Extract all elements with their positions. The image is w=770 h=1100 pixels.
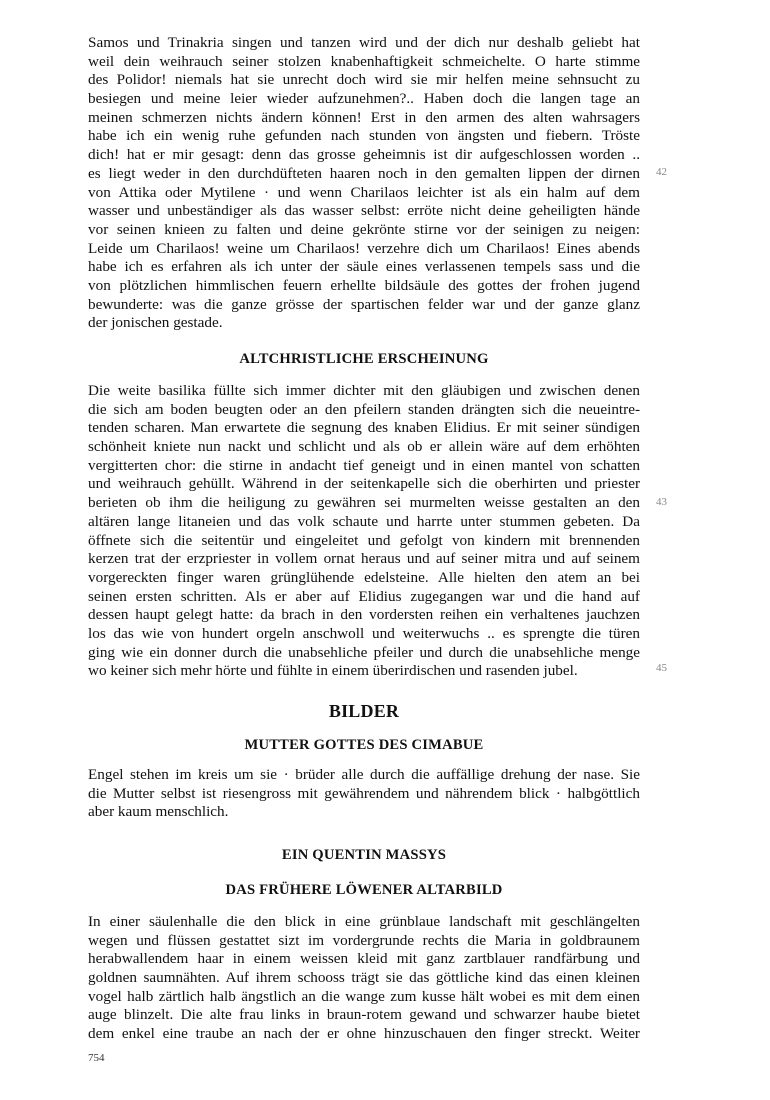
text-line: auge blinzelt. Die alte frau links in braun-rotem gewand und schwarzer haube bietet	[88, 1006, 640, 1024]
text-line: öffnete sich die seitentür und eingeleitet und gefolgt von kindern mit brennenden	[88, 531, 640, 549]
text-line: bewunderte: was die ganze grösse der spartischen felder war und der ganze glanz	[88, 295, 640, 313]
text-line: vogel halb zärtlich halb ängstlich an die wange zum kusse hält wobei es mit dem einen	[88, 987, 640, 1005]
text-line: kerzen trat der erzpriester in vollem ornat heraus und auf seiner mitra und auf seinem	[88, 550, 640, 568]
prose-block-1	[88, 34, 640, 333]
text-line: Samos und Trinakria singen und tanzen wird und der dich nur deshalb geliebt hat	[88, 34, 640, 51]
text-line: herabwallendem haar in einem weissen kleid mit ganz zartblauer randfärbung und	[88, 950, 640, 968]
section-heading-altchristliche: ALTCHRISTLICHE ERSCHEINUNG	[239, 351, 489, 367]
text-line: die Mutter selbst ist riesengross mit gewährendem und nährendem blick · halbgöttlich	[88, 784, 640, 802]
margin-line-number: 45	[656, 662, 667, 674]
text-line: von Attika oder Mytilene · und wenn Charilaos leichter ist als ein halm auf dem	[88, 183, 640, 201]
text-line: wasser und unbeständiger als das wasser selbst: erröte nicht deine geheiligten hände	[88, 202, 640, 220]
text-line: und weihrauch gehüllt. Während in der seitenkapelle sich die oberhirten und priester	[88, 475, 640, 493]
text-line: habe ich ein wenig ruhe gefunden nach stunden von ängsten und fiebern. Tröste	[88, 127, 640, 145]
text-line: habe ich es erfahren als ich unter der säule eines verlassenen tempels sass und die	[88, 258, 640, 276]
text-line: berieten ob ihm die heiligung zu gewähren sei murmelten weisse gestalten an den	[88, 494, 640, 512]
text-line: weil dein weihrauch seiner stolzen knabenhaftigkeit schmeichelte. O harte stimme	[88, 52, 640, 70]
text-line: ging wie ein donner durch die unabsehliche pfeiler und durch die unabsehliche menge	[88, 643, 640, 661]
text-line: von plötzlichen himmlischen feuern erhellte bildsäule des gottes der frohen jugend	[88, 276, 640, 294]
text-line: dich! hat er mir gesagt: denn das grosse geheimnis ist dir aufgeschlossen worden ..	[88, 146, 640, 164]
text-line: seinen ersten schritten. Als er aber auf Elidius zugegangen war und die hand auf	[88, 587, 640, 605]
text-line: In einer säulenhalle die den blick in eine grünblaue landschaft mit geschlängelten	[88, 913, 640, 930]
page-number: 754	[88, 1052, 105, 1064]
prose-block-3	[88, 766, 640, 822]
page-title-bilder: BILDER	[328, 701, 400, 721]
text-line: wo keiner sich mehr hörte und fühlte in einem überirdischen und rasenden jubel.	[88, 662, 578, 680]
text-line: vor seinen knieen zu falten und deine gekrönte stirne vor der seinigen zu neigen:	[88, 220, 640, 238]
margin-line-number: 43	[656, 496, 667, 508]
text-line: meinen schmerzen nichts ändern können! Erst in den armen des alten wahrsagers	[88, 108, 640, 126]
prose-block-2	[88, 382, 640, 681]
text-line: Leide um Charilaos! weine um Charilaos! verzehre dich um Charilaos! Eines abends	[88, 239, 640, 257]
text-line: vorgereckten finger waren grünglühende edelsteine. Alle hielten den atem an bei	[88, 568, 640, 586]
prose-block-4	[88, 913, 640, 1044]
text-line: los das wie von hundert orgeln anschwoll und weiterwuchs .. es sprengte die türen	[88, 624, 640, 642]
text-line: aber kaum menschlich.	[88, 803, 229, 821]
text-line: vergitterten chor: die stirne in andacht tief geneigt und in einen mantel von schatten	[88, 456, 640, 474]
text-line: es liegt weder in den durchdüfteten haaren noch in den gemalten lippen der dirnen	[88, 164, 640, 182]
text-line: des Polidor! niemals hat sie unrecht doch wird sie mir helfen meine sehnsucht zu	[88, 71, 640, 89]
text-line: der jonischen gestade.	[88, 314, 223, 332]
margin-line-number: 42	[656, 166, 667, 178]
text-line: schönheit kniete nun nackt und schlicht und als ob er allein wäre auf dem erhöhten	[88, 438, 640, 456]
section-heading-massys: EIN QUENTIN MASSYS	[281, 847, 447, 863]
text-line: besiegen und meine leier wieder aufzunehmen?.. Haben doch die langen tage an	[88, 90, 640, 108]
text-line: dessen haupt gelegt hatte: da brach in den vordersten reihen ein verhaltenes jauchzen	[88, 606, 640, 624]
text-line: die sich am boden beugten oder an den pfeilern standen drängten sich die neueintre-	[88, 400, 640, 418]
section-subheading-loewener: DAS FRÜHERE LÖWENER ALTARBILD	[225, 882, 503, 898]
text-line: Engel stehen im kreis um sie · brüder alle durch die auffällige drehung der nase. Sie	[88, 766, 640, 783]
text-line: altären lange litaneien und das volk schaute und harrte unter stummen gebeten. Da	[88, 512, 640, 530]
text-line: tenden scharen. Man erwartete die segnung des knaben Elidius. Er mit seiner sündigen	[88, 419, 640, 437]
text-line: wegen und flüssen gestattet sizt im vordergrunde rechts die Maria in goldbraunem	[88, 931, 640, 949]
text-line: dem enkel eine traube an nach der er ohne hinzuschauen den finger streckt. Weiter	[88, 1025, 640, 1043]
section-heading-cimabue: MUTTER GOTTES DES CIMABUE	[244, 737, 484, 753]
text-line: Die weite basilika füllte sich immer dichter mit den gläubigen und zwischen denen	[88, 382, 640, 399]
text-line: goldnen saumnähten. Auf ihrem schooss trägt sie das göttliche kind das einen kleinen	[88, 969, 640, 987]
